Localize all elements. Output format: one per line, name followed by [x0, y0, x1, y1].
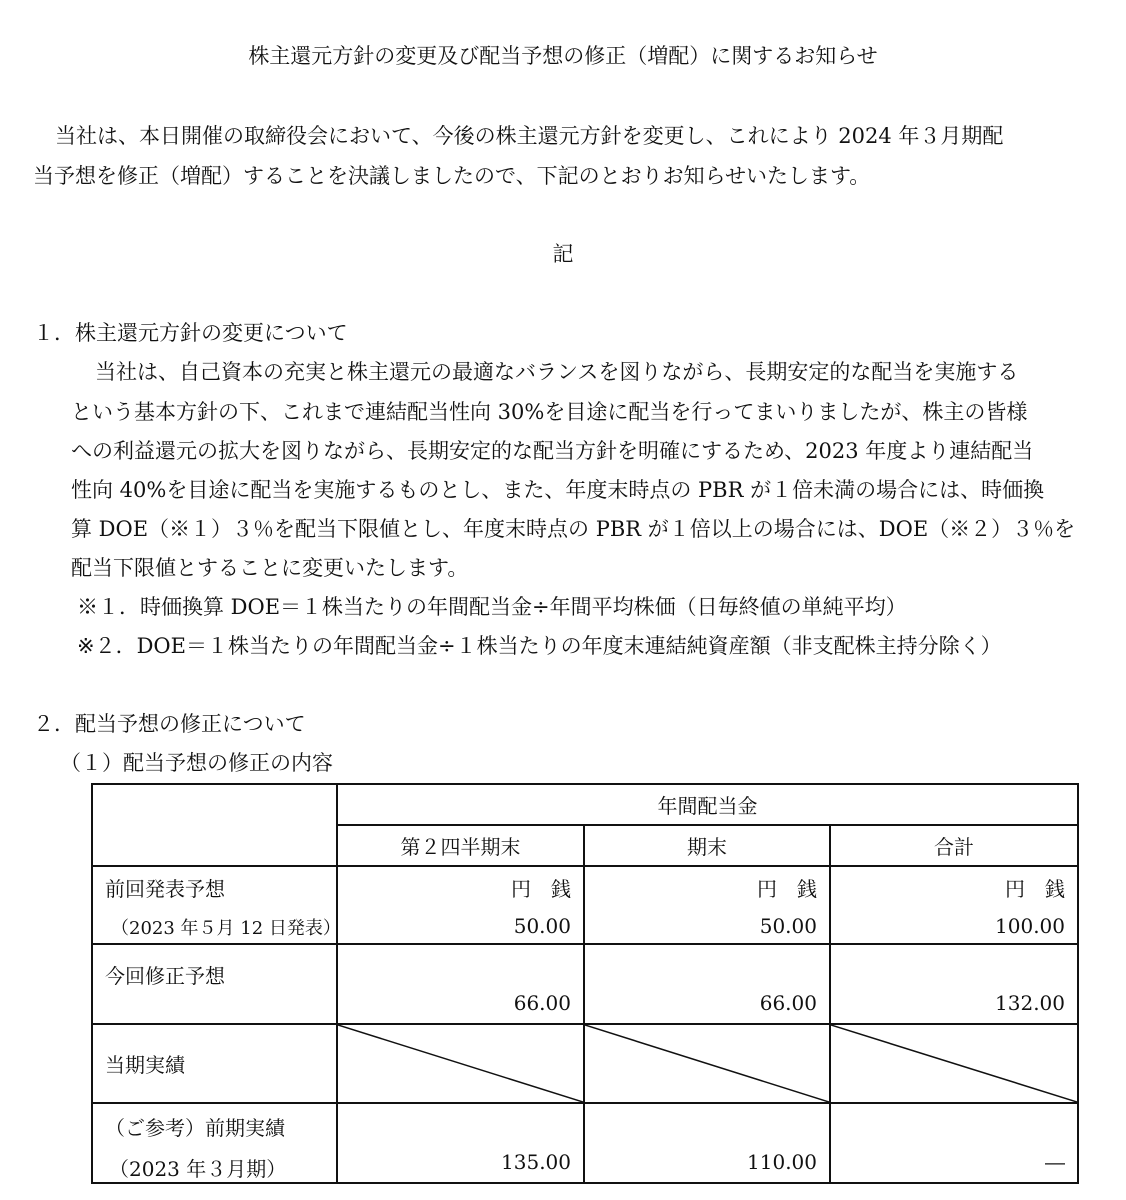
section1-heading: １．株主還元方針の変更について: [33, 321, 348, 345]
empty-diagonal-cell: [337, 1024, 584, 1103]
row-label-cell: [92, 1024, 337, 1103]
ki-heading: 記: [552, 242, 574, 266]
table-row: [92, 866, 1078, 944]
column-header-year-end: 期末: [584, 825, 830, 866]
table-row: [92, 1103, 1078, 1183]
row-label: 今回修正予想: [105, 964, 225, 988]
annual-dividend-header: 年間配当金: [337, 784, 1078, 825]
page-title: 株主還元方針の変更及び配当予想の修正（増配）に関するお知らせ: [248, 44, 878, 68]
intro-line-1: 当社は、本日開催の取締役会において、今後の株主還元方針を変更し、これにより 2024 年３月期配: [55, 124, 1004, 148]
section1-line-6: 配当下限値とすることに変更いたします。: [71, 556, 469, 580]
unit-label: 円 銭: [511, 877, 571, 901]
column-header-total: 合計: [830, 825, 1078, 866]
note-1: ※１．時価換算 DOE＝１株当たりの年間配当金÷年間平均株価（日毎終値の単純平均）: [77, 595, 907, 619]
section2-heading: ２．配当予想の修正について: [33, 712, 306, 736]
section1-line-4: 性向 40%を目途に配当を実施するものとし、また、年度末時点の PBR が１倍未満の場合には、時価換: [71, 478, 1045, 502]
section1-line-2: という基本方針の下、これまで連結配当性向 30%を目途に配当を行ってまいりましたが、株主の皆様: [71, 400, 1028, 424]
row-label-cell: [92, 866, 341, 944]
value-q2: 66.00: [513, 991, 571, 1015]
value-cell: [830, 1103, 1078, 1183]
value-q2: 135.00: [501, 1150, 571, 1174]
table-header-row: [92, 784, 1078, 825]
row-label: 当期実績: [105, 1053, 185, 1077]
row-sublabel: （2023 年５月 12 日発表）: [111, 918, 341, 939]
section1-line-1: 当社は、自己資本の充実と株主還元の最適なバランスを図りながら、長期安定的な配当を実施する: [95, 360, 1019, 384]
value-total: 100.00: [995, 914, 1065, 938]
table-column-header-row: [92, 825, 1078, 866]
row-label-cell: [92, 944, 337, 1024]
table-corner-cell: [92, 784, 337, 825]
value-year-end: 110.00: [747, 1150, 817, 1174]
section1-line-3: への利益還元の拡大を図りながら、長期安定的な配当方針を明確にするため、2023 年度より連結配当: [71, 439, 1034, 463]
dividend-forecast-table: [91, 783, 1079, 1184]
value-cell: [337, 866, 584, 944]
diagonal-slash: [831, 1025, 1077, 1102]
value-cell: [830, 944, 1078, 1024]
empty-diagonal-cell: [584, 1024, 830, 1103]
value-total: 132.00: [995, 991, 1065, 1015]
table-row: [92, 944, 1078, 1024]
diagonal-slash: [338, 1025, 583, 1102]
unit-label: 円 銭: [757, 877, 817, 901]
section1-line-5: 算 DOE（※１）３％を配当下限値とし、年度末時点の PBR が１倍以上の場合には、DOE（※２）３％を: [71, 517, 1076, 541]
value-cell: [584, 866, 830, 944]
value-cell: [830, 866, 1078, 944]
section2-subheading: （１）配当予想の修正の内容: [60, 751, 333, 775]
value-cell: [584, 944, 830, 1024]
value-q2: 50.00: [513, 914, 571, 938]
diagonal-slash: [585, 1025, 829, 1102]
row-label: 前回発表予想: [105, 877, 225, 901]
column-header-q2: 第２四半期末: [337, 825, 584, 866]
intro-line-2: 当予想を修正（増配）することを決議しましたので、下記のとおりお知らせいたします。: [33, 164, 871, 188]
row-label-cell: [92, 1103, 337, 1183]
note-2: ※２．DOE＝１株当たりの年間配当金÷１株当たりの年度末連結純資産額（非支配株主持分除く）: [77, 634, 1002, 658]
value-cell: [337, 1103, 584, 1183]
empty-diagonal-cell: [830, 1024, 1078, 1103]
value-cell: [337, 944, 584, 1024]
row-sublabel: （2023 年３月期）: [109, 1157, 287, 1181]
value-total: ―: [1045, 1150, 1065, 1174]
value-cell: [584, 1103, 830, 1183]
value-year-end: 50.00: [759, 914, 817, 938]
unit-label: 円 銭: [1005, 877, 1065, 901]
value-year-end: 66.00: [759, 991, 817, 1015]
row-label: （ご参考）前期実績: [105, 1116, 285, 1140]
table-corner-cell-lower: [92, 825, 337, 866]
table-row: [92, 1024, 1078, 1103]
